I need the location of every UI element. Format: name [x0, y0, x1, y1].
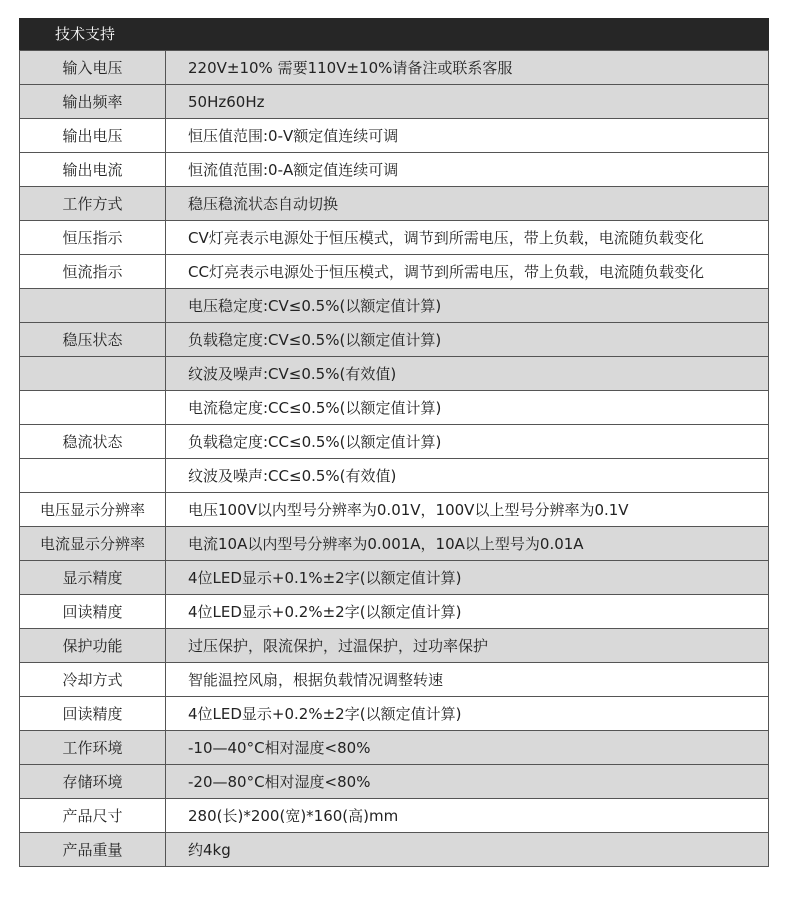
spec-label: 存储环境 — [20, 765, 166, 799]
spec-value: -10—40°C相对湿度<80% — [166, 731, 769, 765]
section-title: 技术支持 — [19, 18, 769, 50]
spec-value: 电流稳定度:CC≤0.5%(以额定值计算) — [166, 391, 769, 425]
spec-label: 显示精度 — [20, 561, 166, 595]
spec-label: 冷却方式 — [20, 663, 166, 697]
spec-label: 工作环境 — [20, 731, 166, 765]
spec-value: 过压保护，限流保护，过温保护，过功率保护 — [166, 629, 769, 663]
spec-row — [20, 561, 769, 595]
spec-label: 恒流指示 — [20, 255, 166, 289]
spec-label: 保护功能 — [20, 629, 166, 663]
spec-value: 负载稳定度:CV≤0.5%(以额定值计算) — [166, 323, 769, 357]
spec-value: 50Hz60Hz — [166, 85, 769, 119]
spec-label: 输出电流 — [20, 153, 166, 187]
spec-value: 4位LED显示+0.1%±2字(以额定值计算) — [166, 561, 769, 595]
spec-row — [20, 85, 769, 119]
spec-value: 负载稳定度:CC≤0.5%(以额定值计算) — [166, 425, 769, 459]
spec-row — [20, 289, 769, 323]
spec-row — [20, 51, 769, 85]
spec-label: 回读精度 — [20, 595, 166, 629]
spec-sheet — [19, 18, 769, 867]
spec-table-body — [20, 51, 769, 867]
spec-value: 恒流值范围:0-A额定值连续可调 — [166, 153, 769, 187]
spec-label: 输出频率 — [20, 85, 166, 119]
spec-row — [20, 425, 769, 459]
spec-value: 电压100V以内型号分辨率为0.01V，100V以上型号分辨率为0.1V — [166, 493, 769, 527]
spec-row — [20, 765, 769, 799]
spec-row — [20, 255, 769, 289]
spec-row — [20, 187, 769, 221]
spec-label: 产品尺寸 — [20, 799, 166, 833]
spec-row — [20, 221, 769, 255]
spec-value: 280(长)*200(宽)*160(高)mm — [166, 799, 769, 833]
spec-value: 纹波及噪声:CC≤0.5%(有效值) — [166, 459, 769, 493]
spec-label: 电压显示分辨率 — [20, 493, 166, 527]
spec-label: 输出电压 — [20, 119, 166, 153]
spec-row — [20, 731, 769, 765]
spec-label — [20, 459, 166, 493]
spec-row — [20, 323, 769, 357]
spec-label: 产品重量 — [20, 833, 166, 867]
spec-row — [20, 833, 769, 867]
spec-label: 稳流状态 — [20, 425, 166, 459]
spec-row — [20, 119, 769, 153]
spec-value: -20—80°C相对湿度<80% — [166, 765, 769, 799]
spec-row — [20, 595, 769, 629]
spec-label: 输入电压 — [20, 51, 166, 85]
spec-label — [20, 391, 166, 425]
spec-row — [20, 697, 769, 731]
spec-value: 智能温控风扇，根据负载情况调整转速 — [166, 663, 769, 697]
spec-row — [20, 799, 769, 833]
spec-label — [20, 357, 166, 391]
spec-row — [20, 459, 769, 493]
spec-value: 4位LED显示+0.2%±2字(以额定值计算) — [166, 595, 769, 629]
spec-value: 恒压值范围:0-V额定值连续可调 — [166, 119, 769, 153]
spec-value: 纹波及噪声:CV≤0.5%(有效值) — [166, 357, 769, 391]
spec-label: 电流显示分辨率 — [20, 527, 166, 561]
spec-row — [20, 629, 769, 663]
spec-table — [19, 50, 769, 867]
spec-row — [20, 357, 769, 391]
spec-value: 220V±10% 需要110V±10%请备注或联系客服 — [166, 51, 769, 85]
spec-label: 回读精度 — [20, 697, 166, 731]
spec-value: CC灯亮表示电源处于恒压模式，调节到所需电压，带上负载，电流随负载变化 — [166, 255, 769, 289]
spec-label: 工作方式 — [20, 187, 166, 221]
spec-value: 4位LED显示+0.2%±2字(以额定值计算) — [166, 697, 769, 731]
spec-row — [20, 153, 769, 187]
spec-label — [20, 289, 166, 323]
spec-value: 约4kg — [166, 833, 769, 867]
spec-row — [20, 391, 769, 425]
spec-value: 稳压稳流状态自动切换 — [166, 187, 769, 221]
spec-row — [20, 527, 769, 561]
spec-label: 稳压状态 — [20, 323, 166, 357]
spec-label: 恒压指示 — [20, 221, 166, 255]
spec-value: 电压稳定度:CV≤0.5%(以额定值计算) — [166, 289, 769, 323]
spec-row — [20, 493, 769, 527]
spec-row — [20, 663, 769, 697]
spec-value: CV灯亮表示电源处于恒压模式，调节到所需电压，带上负载，电流随负载变化 — [166, 221, 769, 255]
spec-value: 电流10A以内型号分辨率为0.001A，10A以上型号为0.01A — [166, 527, 769, 561]
